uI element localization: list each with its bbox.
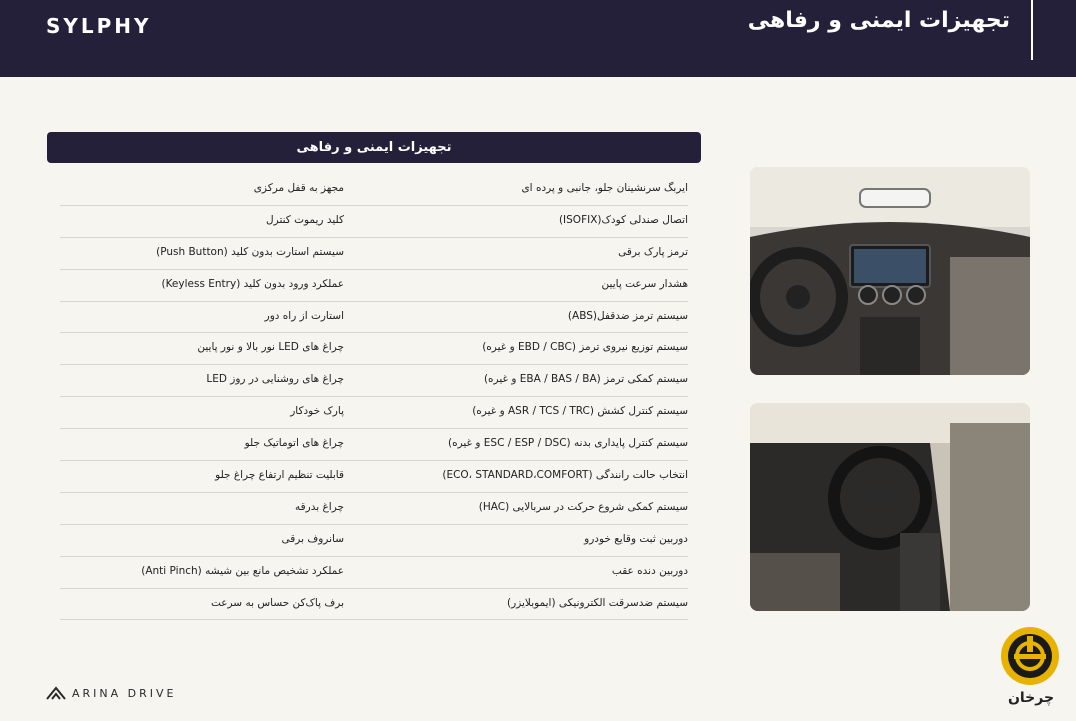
feature-left: چراغ های LED نور بالا و نور پایین bbox=[197, 341, 344, 354]
features-table bbox=[60, 174, 688, 620]
top-bar bbox=[0, 0, 1076, 77]
table-row bbox=[60, 238, 688, 270]
feature-right: ترمز پارک برقی bbox=[618, 245, 688, 258]
feature-right: سیستم ترمز ضدقفل(ABS) bbox=[567, 309, 688, 322]
brand-logo: SYLPHY bbox=[46, 14, 152, 38]
feature-left: کلید ریموت کنترل bbox=[266, 213, 344, 226]
table-row bbox=[60, 302, 688, 334]
feature-left: سانروف برقی bbox=[281, 532, 344, 545]
feature-right: سیستم توزیع نیروی ترمز (EBD / CBC و غیره) bbox=[482, 341, 688, 354]
feature-left: مجهز به قفل مرکزی bbox=[253, 182, 344, 194]
charkhan-logo-icon bbox=[1000, 626, 1060, 686]
feature-left: استارت از راه دور bbox=[264, 309, 344, 322]
table-row bbox=[60, 429, 688, 461]
feature-left: عملکرد تشخیص مانع بین شیشه (Anti Pinch) bbox=[141, 564, 344, 577]
table-row bbox=[60, 365, 688, 397]
feature-left: چراغ های روشنایی در روز LED bbox=[206, 373, 344, 386]
watermark-text: چرخان bbox=[1007, 690, 1055, 706]
footer-logo bbox=[46, 686, 177, 700]
feature-right: دوربین دنده عقب bbox=[611, 564, 688, 577]
table-row bbox=[60, 206, 688, 238]
feature-right: سیستم ضدسرقت الکترونیکی (ایموبلایزر) bbox=[507, 596, 688, 609]
page-title: تجهیزات ایمنی و رفاهی bbox=[747, 8, 1010, 33]
table-row bbox=[60, 333, 688, 365]
feature-left: پارک خودکار bbox=[290, 405, 344, 418]
table-row bbox=[60, 270, 688, 302]
table-row bbox=[60, 174, 688, 206]
table-row bbox=[60, 397, 688, 429]
steering-photo bbox=[750, 403, 1030, 611]
feature-right: انتخاب حالت رانندگی (ECO، STANDARD،COMFORT) bbox=[442, 469, 688, 482]
table-row bbox=[60, 557, 688, 589]
table-heading: تجهیزات ایمنی و رفاهی bbox=[47, 132, 701, 163]
table-row bbox=[60, 493, 688, 525]
feature-right: سیستم کمکی شروع حرکت در سربالایی (HAC) bbox=[478, 500, 688, 513]
arina-logo-icon bbox=[46, 686, 66, 700]
feature-right: سیستم کمکی ترمز (EBA / BAS / BA و غیره) bbox=[483, 373, 688, 386]
table-row bbox=[60, 525, 688, 557]
feature-left: عملکرد ورود بدون کلید (Keyless Entry) bbox=[161, 277, 344, 290]
feature-right: هشدار سرعت پایین bbox=[601, 277, 688, 290]
feature-right: اتصال صندلی کودک(ISOFIX) bbox=[558, 213, 688, 226]
feature-left: قابلیت تنظیم ارتفاع چراغ جلو bbox=[215, 469, 344, 482]
table-row bbox=[60, 461, 688, 493]
feature-left: سیستم استارت بدون کلید (Push Button) bbox=[156, 245, 344, 258]
feature-left: برف پاک‌کن حساس به سرعت bbox=[210, 596, 344, 609]
footer-logo-text: ARINA DRIVE bbox=[72, 686, 177, 700]
feature-right: ایربگ سرنشینان جلو، جانبی و پرده ای bbox=[521, 182, 688, 194]
title-divider bbox=[1031, 0, 1033, 60]
feature-right: سیستم کنترل کشش (ASR / TCS / TRC و غیره) bbox=[472, 405, 688, 418]
feature-right: دوربین ثبت وقایع خودرو bbox=[584, 532, 688, 545]
feature-left: چراغ های اتوماتیک جلو bbox=[244, 437, 344, 450]
table-row bbox=[60, 589, 688, 621]
feature-left: چراغ بدرقه bbox=[295, 500, 344, 513]
feature-right: سیستم کنترل پایداری بدنه (ESC / ESP / DSC و غیره) bbox=[447, 437, 688, 450]
dashboard-photo bbox=[750, 167, 1030, 375]
